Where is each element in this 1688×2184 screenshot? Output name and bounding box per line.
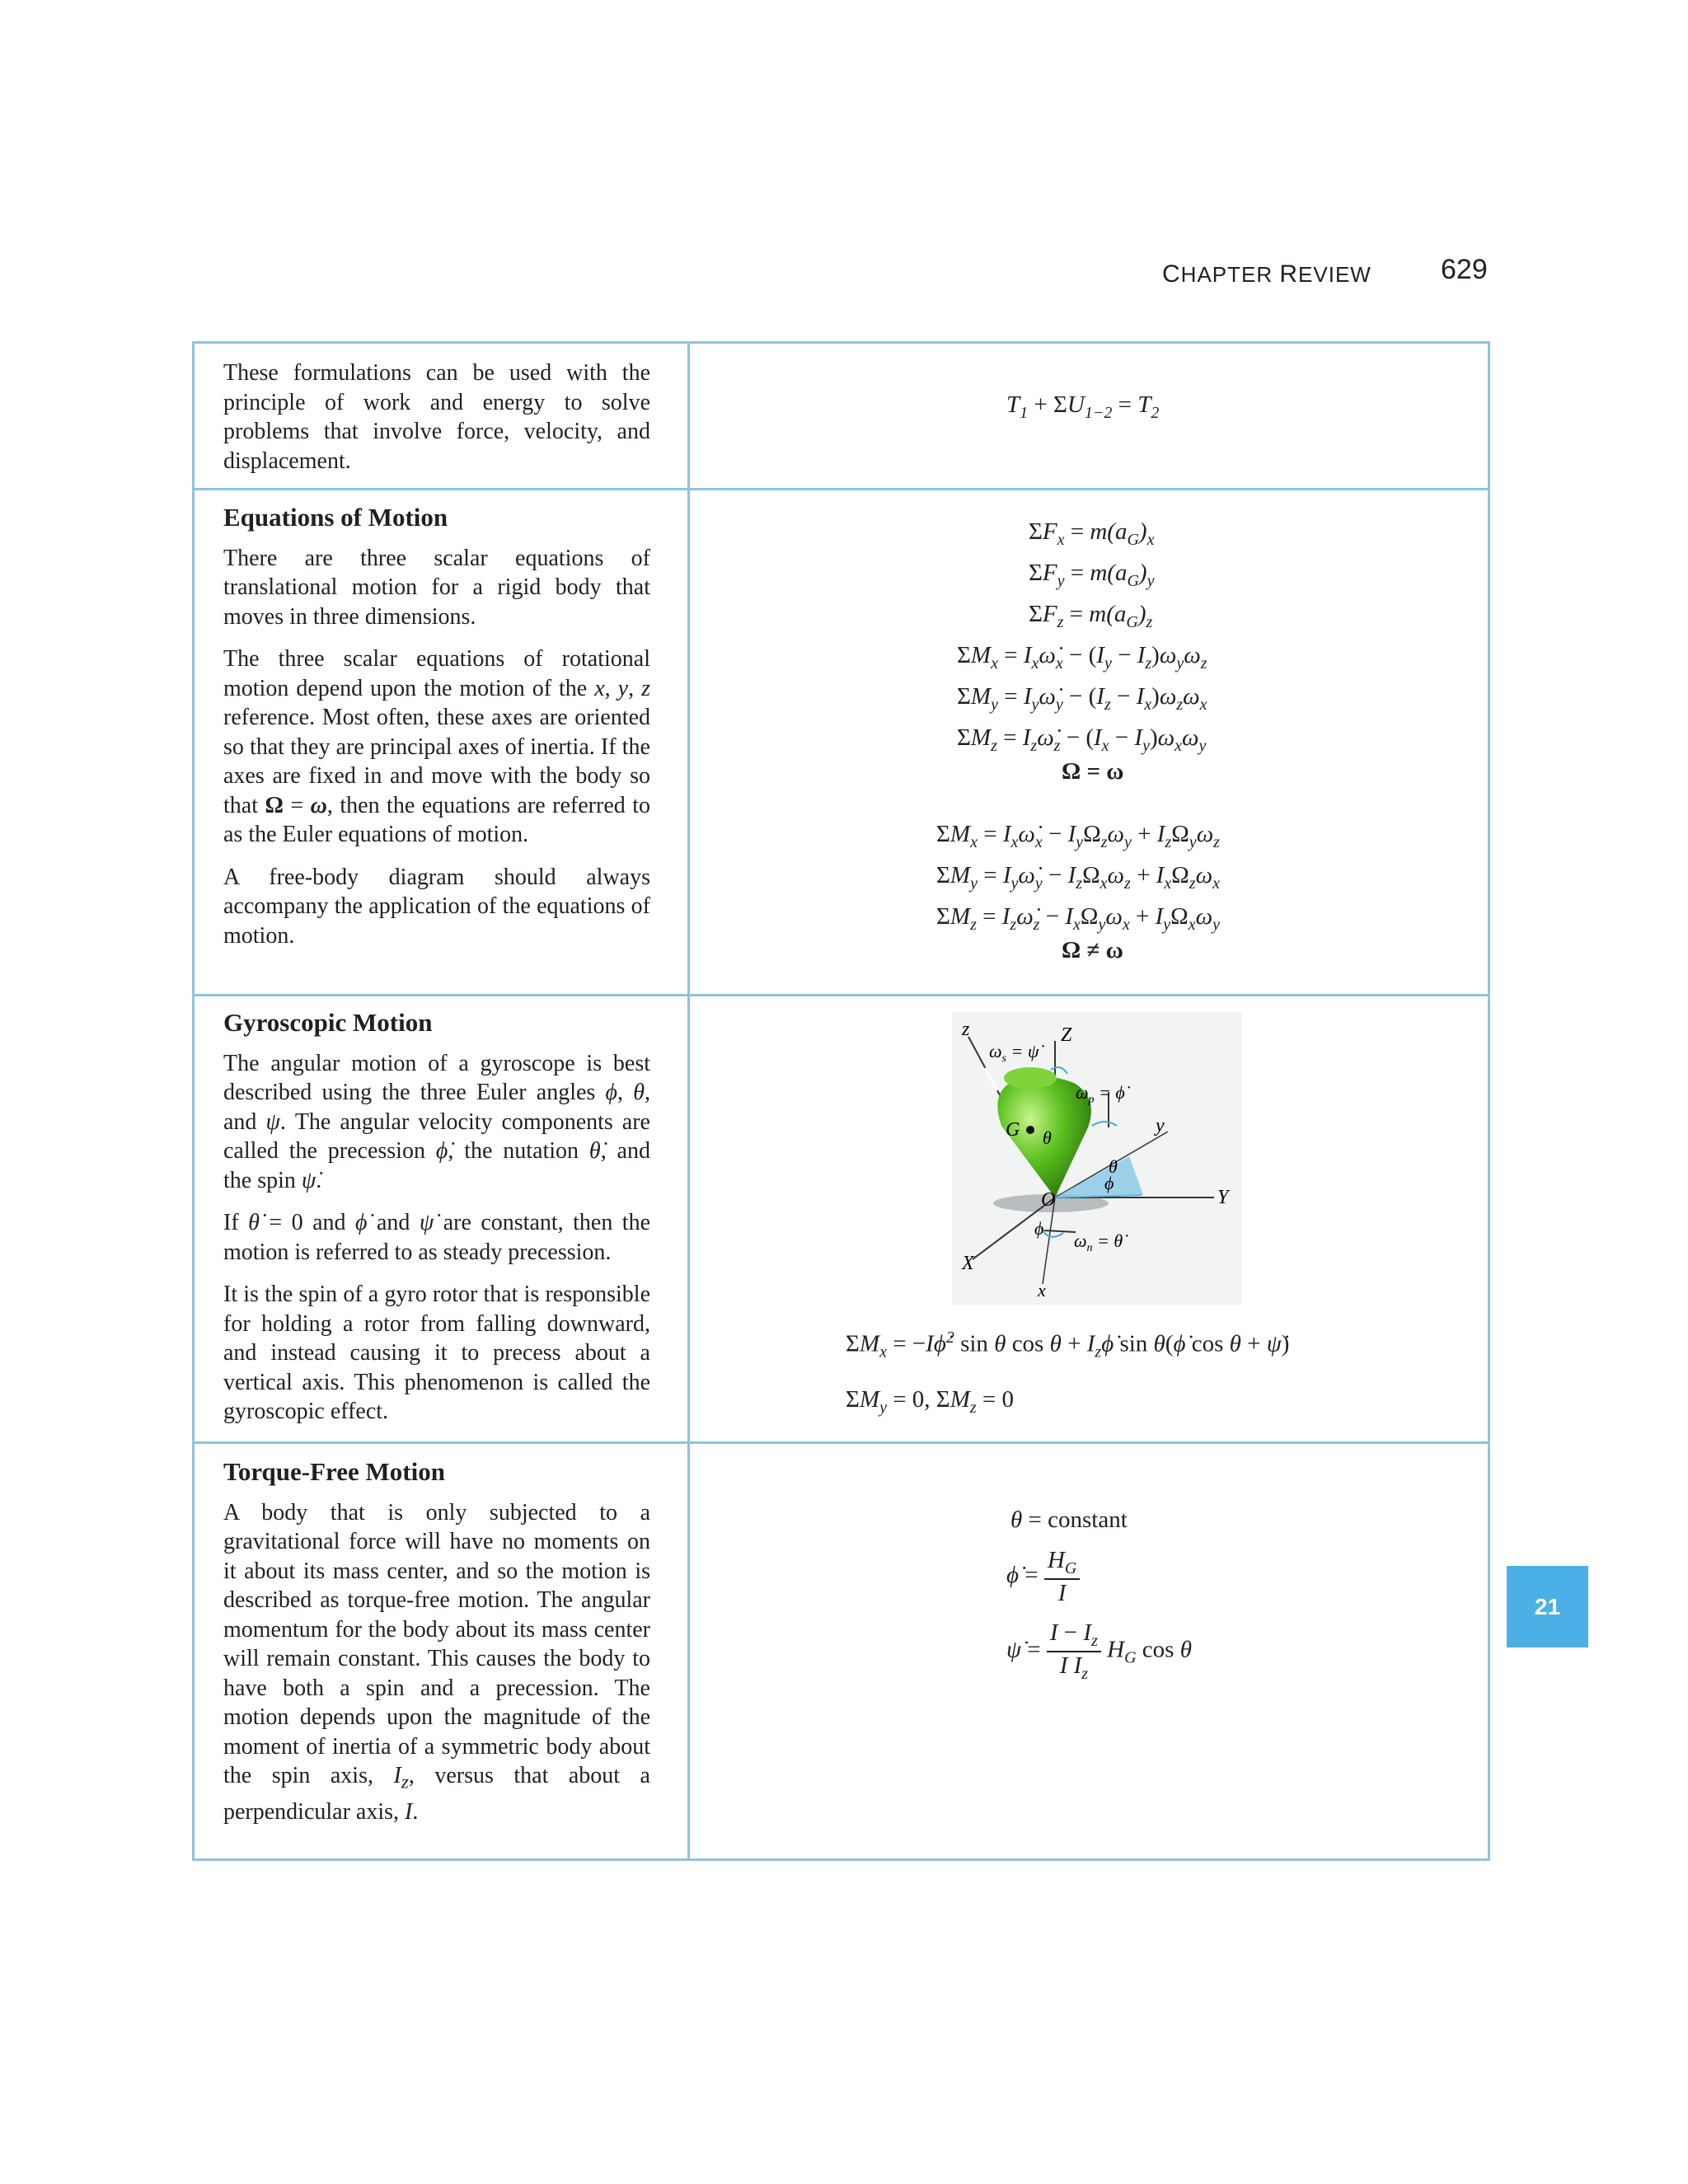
label-nutation: $\omega_n$ = θ̇ [1074, 1230, 1123, 1254]
precession-rate-equation: ϕ̇ = $\frac{H_G}{I}$ [1006, 1547, 1080, 1607]
work-energy-equation: $T_1 + \Sigma U_{1-2} = T_2$ [1006, 391, 1160, 422]
label-precession: $\omega_p$ = ϕ̇ [1076, 1082, 1125, 1106]
section-heading: Gyroscopic Motion [223, 1008, 433, 1037]
gyroscopic-zero-moments: $\Sigma M_y = 0$, $\Sigma M_z = 0$ [846, 1386, 1015, 1417]
label-spin: $\omega_s$ = ψ̇ [989, 1041, 1039, 1065]
label-z: z [962, 1019, 970, 1040]
mass-center-point [1026, 1126, 1034, 1134]
omega-equals-omega: Ω = ω [1062, 758, 1124, 785]
chapter-review-header: CHAPTER REVIEW [1162, 260, 1372, 288]
modified-euler-equations: $\Sigma M_x$ = $I_x\omegȧ_x - I_y\Omega_z\omega_y + I_z\Omega_y\omega_z$ $\Sigma M_y$ = $I_y\omegȧ_y - I_z\Omega_x\omega_z + I_x\Omega_z\omega_x$ $\Sigma M_z$ = $I_z\omegȧ_z - I_x\Omega_y\omega_x + I_y\Omega_x\omega_y$ [936, 821, 1220, 934]
label-phi: ϕ [1104, 1173, 1114, 1193]
section-heading: Torque-Free Motion [223, 1457, 445, 1486]
label-O: O [1041, 1189, 1056, 1211]
label-Z: Z [1061, 1024, 1072, 1046]
label-psi: ϕ [1034, 1218, 1044, 1239]
label-x: x [1038, 1280, 1046, 1301]
theta-constant-equation: θ = constant [1010, 1507, 1128, 1533]
spin-rate-equation: ψ̇ = $\frac{I - I_z}{I I_z}$ $H_G$ cos θ [1006, 1619, 1192, 1683]
gyroscopic-moment-equation: $\Sigma M_x$ = −Iϕ̇$^2$ sin θ $\cos \theta + I_z\phi̇$ sin θ(ϕ̇ cos θ + ψ̇) [846, 1329, 1290, 1361]
top-crown [1004, 1067, 1057, 1089]
chapter-tab[interactable]: 21 [1507, 1566, 1588, 1647]
chapter-review-table [192, 341, 1490, 1861]
gyroscope-diagram [952, 1012, 1242, 1305]
equations-of-motion-text: Equations of Motion There are three scalar equations of translational motion for a rigid body that moves in three dimensions. The three scalar equations of rotational motion depend upon the motion of the x, y, z reference. Most often, these axes are oriented so that they are principal axes of inertia. If the axes are fixed in and move with the body so that Ω = ω, then the equations are referred to as the Euler equations of motion. A free-body diagram should always accompany the application of the equations of motion. [223, 503, 651, 949]
torque-free-motion-text: Torque-Free Motion A body that is only subjected to a gravitational force will have no moments on it about its mass center, and so the motion is described as torque-free motion. The angular momentum for the body about its mass center will remain constant. This causes the body to have both a spin and a precession. The motion depends upon the magnitude of the moment of inertia of a symmetric body about the spin axis, $I_z$, versus that about a perpendicular axis, I. [223, 1457, 650, 1825]
section-heading: Equations of Motion [223, 503, 448, 532]
label-Y: Y [1217, 1187, 1229, 1208]
label-y: y [1156, 1115, 1165, 1137]
work-energy-text: These formulations can be used with the principle of work and energy to solve problems that involve force, velocity, and displacement. [223, 360, 650, 474]
label-X: X [962, 1253, 974, 1274]
gyroscopic-motion-text: Gyroscopic Motion The angular motion of a gyroscope is best described using the three Euler angles ϕ, θ, and ψ. The angular velocity components are called the precession ϕ̇, the nutation θ̇, and the spin ψ̇. If θ̇ = 0 and ϕ̇ and ψ̇ are constant, then the motion is referred to as steady precession. It is the spin of a gyro rotor that is responsible for holding a rotor from falling downward, and instead causing it to precess about a vertical axis. This phenomenon is called the gyroscopic effect. [223, 1008, 651, 1424]
row-divider [195, 994, 1488, 996]
label-G: G [1006, 1119, 1020, 1141]
column-divider [687, 344, 690, 1858]
euler-equations: $\Sigma M_x$ = $I_x\omegȧ_x - (I_y - I_z)\omega_y\omega_z$ $\Sigma M_y$ = $I_y\omegȧ_y - (I_z - I_x)\omega_z\omega_x$ $\Sigma M_z$ = $I_z\omegȧ_z - (I_x - I_y)\omega_x\omega_y$ [957, 642, 1207, 755]
row-divider [195, 1441, 1488, 1444]
page-number: 629 [1441, 254, 1488, 285]
omega-not-equal-omega: Ω ≠ ω [1062, 937, 1123, 963]
translational-equations: $\Sigma F_x = m(a_G)_x$ $\Sigma F_y = m(a_G)_y$ $\Sigma F_z = m(a_G)_z$ [1029, 518, 1155, 631]
label-theta: θ [1109, 1156, 1118, 1177]
label-theta-top: θ [1043, 1127, 1052, 1148]
